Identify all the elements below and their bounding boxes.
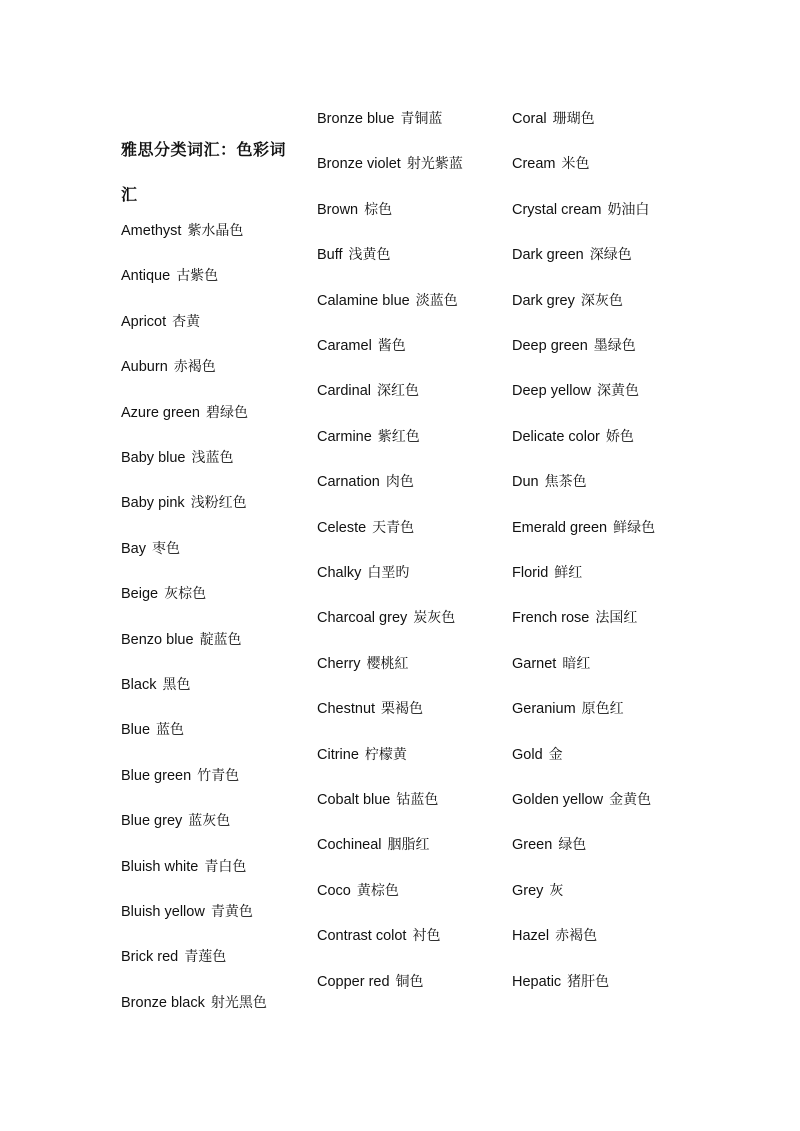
- english-term: Celeste: [317, 519, 367, 536]
- english-term: Charcoal grey: [317, 610, 408, 627]
- english-term: Deep yellow: [512, 383, 591, 400]
- chinese-translation: 焦茶色: [544, 474, 587, 491]
- vocab-entry: [512, 109, 595, 129]
- english-term: Azure green: [121, 404, 200, 421]
- english-term: Cardinal: [317, 383, 371, 400]
- chinese-translation: 蓝灰色: [188, 813, 231, 830]
- chinese-translation: 原色红: [581, 701, 624, 718]
- chinese-translation: 绿色: [558, 837, 587, 854]
- vocab-entry: [512, 154, 590, 174]
- vocab-entry: [121, 357, 216, 377]
- chinese-translation: 青白色: [204, 858, 247, 875]
- vocab-entry: [121, 766, 239, 786]
- english-term: Amethyst: [121, 223, 182, 239]
- english-term: Benzo blue: [121, 631, 194, 648]
- english-term: Antique: [121, 268, 171, 285]
- chinese-translation: 深绿色: [589, 247, 632, 264]
- english-term: Dark green: [512, 247, 584, 264]
- english-term: Brick red: [121, 949, 179, 966]
- english-term: Auburn: [121, 359, 168, 376]
- english-term: Blue grey: [121, 813, 183, 830]
- english-term: Copper red: [317, 973, 390, 990]
- chinese-translation: 天青色: [372, 519, 415, 536]
- vocab-entry: [121, 993, 267, 1013]
- chinese-translation: 射光紫蓝: [406, 156, 463, 173]
- chinese-translation: 碧绿色: [206, 404, 248, 421]
- english-term: Blue green: [121, 767, 192, 784]
- vocab-entry: [121, 947, 226, 967]
- vocab-entry: [317, 472, 414, 492]
- english-term: Garnet: [512, 655, 557, 672]
- english-term: Coco: [317, 882, 351, 899]
- vocab-entry: [512, 835, 586, 855]
- chinese-translation: 黄棕色: [356, 882, 399, 899]
- english-term: Black: [121, 677, 157, 693]
- english-term: Bluish white: [121, 858, 199, 875]
- english-term: Hazel: [512, 928, 550, 945]
- chinese-translation: 胭脂红: [387, 837, 430, 854]
- vocab-entry: [317, 699, 423, 719]
- chinese-translation: 猪肝色: [567, 973, 610, 990]
- english-term: Chalky: [317, 565, 362, 581]
- chinese-translation: 鲜红: [554, 565, 583, 581]
- english-term: Buff: [317, 247, 343, 264]
- vocab-entry: [512, 336, 636, 356]
- vocab-entry: [121, 221, 243, 241]
- vocab-entry: [512, 472, 587, 492]
- english-term: Bronze violet: [317, 156, 401, 173]
- vocab-entry: [317, 245, 391, 265]
- chinese-translation: 浅蓝色: [191, 450, 234, 466]
- english-term: Contrast colot: [317, 928, 407, 945]
- chinese-translation: 青铜蓝: [400, 111, 443, 127]
- vocab-entry: [121, 403, 248, 423]
- english-term: Baby pink: [121, 495, 185, 512]
- chinese-translation: 珊瑚色: [552, 111, 595, 127]
- english-term: Chestnut: [317, 701, 376, 718]
- chinese-translation: 青黄色: [210, 904, 253, 920]
- vocab-entry: [121, 902, 253, 922]
- chinese-translation: 铜色: [395, 973, 424, 990]
- english-term: Caramel: [317, 338, 372, 354]
- vocab-entry: [317, 109, 442, 129]
- vocab-entry: [121, 584, 206, 604]
- english-term: Bluish yellow: [121, 904, 205, 920]
- chinese-translation: 杏黄: [172, 313, 201, 330]
- vocab-entry: [317, 200, 392, 220]
- chinese-translation: 樱桃紅: [366, 655, 409, 672]
- vocab-entry: [512, 881, 563, 901]
- chinese-translation: 酱色: [377, 338, 406, 354]
- english-term: Golden yellow: [512, 792, 604, 808]
- chinese-translation: 鲜绿色: [613, 519, 656, 536]
- vocab-entry: [512, 245, 632, 265]
- vocab-entry: [121, 811, 230, 831]
- vocab-entry: [121, 857, 246, 877]
- chinese-translation: 靛蓝色: [199, 631, 242, 648]
- english-term: Gold: [512, 746, 543, 763]
- vocab-entry: [512, 654, 590, 674]
- chinese-translation: 栗褐色: [381, 701, 424, 718]
- english-term: Carmine: [317, 428, 372, 445]
- chinese-translation: 深红色: [377, 383, 419, 400]
- vocab-entry: [317, 881, 399, 901]
- vocab-entry: [317, 608, 455, 628]
- vocab-entry: [317, 427, 420, 447]
- chinese-translation: 衬色: [412, 928, 441, 945]
- english-term: Bronze blue: [317, 111, 395, 127]
- chinese-translation: 金黄色: [609, 792, 652, 808]
- chinese-translation: 紫红色: [377, 428, 420, 445]
- english-term: French rose: [512, 610, 590, 627]
- chinese-translation: 灰棕色: [164, 586, 207, 603]
- vocab-entry: [317, 926, 440, 946]
- chinese-translation: 赤褐色: [173, 359, 216, 376]
- page-title: 雅思分类词汇：色彩词汇: [121, 140, 287, 204]
- vocab-entry: [512, 291, 623, 311]
- vocab-entry: [121, 720, 184, 740]
- chinese-translation: 深灰色: [580, 292, 623, 309]
- chinese-translation: 钴蓝色: [396, 792, 439, 808]
- chinese-translation: 娇色: [605, 428, 634, 445]
- vocab-entry: [317, 972, 424, 992]
- vocab-entry: [317, 745, 407, 765]
- vocab-entry: [512, 972, 609, 992]
- chinese-translation: 枣色: [152, 540, 180, 557]
- english-term: Cobalt blue: [317, 792, 391, 808]
- english-term: Beige: [121, 586, 159, 603]
- english-term: Emerald green: [512, 519, 608, 536]
- english-term: Geranium: [512, 701, 576, 718]
- vocab-entry: [317, 654, 409, 674]
- chinese-translation: 紫水晶色: [187, 223, 244, 239]
- vocab-entry: [512, 926, 597, 946]
- vocab-entry: [121, 266, 218, 286]
- chinese-translation: 金: [548, 746, 563, 763]
- chinese-translation: 奶油白: [607, 201, 650, 218]
- english-term: Baby blue: [121, 450, 186, 466]
- vocab-entry: [317, 154, 463, 174]
- chinese-translation: 灰: [549, 882, 564, 899]
- english-term: Coral: [512, 111, 547, 127]
- english-term: Dun: [512, 474, 539, 491]
- chinese-translation: 墨绿色: [593, 338, 636, 354]
- chinese-translation: 古紫色: [176, 268, 219, 285]
- chinese-translation: 黑色: [162, 677, 191, 693]
- vocab-entry: [121, 675, 190, 695]
- vocab-entry: [512, 745, 563, 765]
- chinese-translation: 蓝色: [156, 722, 185, 739]
- english-term: Brown: [317, 201, 359, 218]
- vocab-entry: [512, 381, 639, 401]
- chinese-translation: 深黄色: [597, 383, 639, 400]
- english-term: Deep green: [512, 338, 588, 354]
- chinese-translation: 法国红: [595, 610, 638, 627]
- chinese-translation: 浅黄色: [348, 247, 391, 264]
- english-term: Citrine: [317, 746, 359, 763]
- vocab-entry: [512, 608, 637, 628]
- english-term: Grey: [512, 882, 544, 899]
- vocab-entry: [317, 381, 419, 401]
- chinese-translation: 浅粉红色: [190, 495, 247, 512]
- vocab-entry: [317, 790, 438, 810]
- english-term: Crystal cream: [512, 201, 602, 218]
- vocab-entry: [512, 427, 634, 447]
- english-term: Dark grey: [512, 292, 575, 309]
- vocab-entry: [317, 518, 414, 538]
- chinese-translation: 淡蓝色: [415, 292, 458, 309]
- chinese-translation: 炭灰色: [413, 610, 456, 627]
- vocab-entry: [121, 630, 242, 650]
- vocab-entry: [121, 539, 180, 559]
- english-term: Carnation: [317, 474, 380, 491]
- vocab-entry: [317, 336, 406, 356]
- chinese-translation: 柠檬黄: [364, 746, 407, 763]
- chinese-translation: 竹青色: [197, 767, 240, 784]
- chinese-translation: 米色: [561, 156, 590, 173]
- english-term: Hepatic: [512, 973, 562, 990]
- vocab-entry: [512, 563, 582, 583]
- chinese-translation: 射光黑色: [210, 994, 267, 1011]
- vocab-entry: [512, 518, 655, 538]
- vocab-entry: [512, 790, 651, 810]
- english-term: Cherry: [317, 655, 361, 672]
- vocab-entry: [317, 291, 458, 311]
- english-term: Bronze black: [121, 994, 205, 1011]
- english-term: Green: [512, 837, 553, 854]
- vocab-entry: [121, 312, 200, 332]
- english-term: Bay: [121, 540, 146, 557]
- chinese-translation: 赤褐色: [555, 928, 598, 945]
- english-term: Cochineal: [317, 837, 382, 854]
- vocab-entry: [317, 563, 409, 583]
- vocab-entry: [121, 448, 234, 468]
- vocab-entry: [512, 200, 649, 220]
- english-term: Apricot: [121, 313, 167, 330]
- chinese-translation: 白垩旳: [367, 565, 410, 581]
- english-term: Florid: [512, 565, 549, 581]
- chinese-translation: 棕色: [364, 201, 393, 218]
- chinese-translation: 青莲色: [184, 949, 227, 966]
- vocab-entry: [317, 835, 430, 855]
- vocab-entry: [512, 699, 624, 719]
- english-term: Cream: [512, 156, 556, 173]
- chinese-translation: 肉色: [385, 474, 414, 491]
- english-term: Blue: [121, 722, 151, 739]
- vocab-entry: [121, 493, 247, 513]
- english-term: Delicate color: [512, 428, 600, 445]
- chinese-translation: 暗红: [562, 655, 591, 672]
- english-term: Calamine blue: [317, 292, 410, 309]
